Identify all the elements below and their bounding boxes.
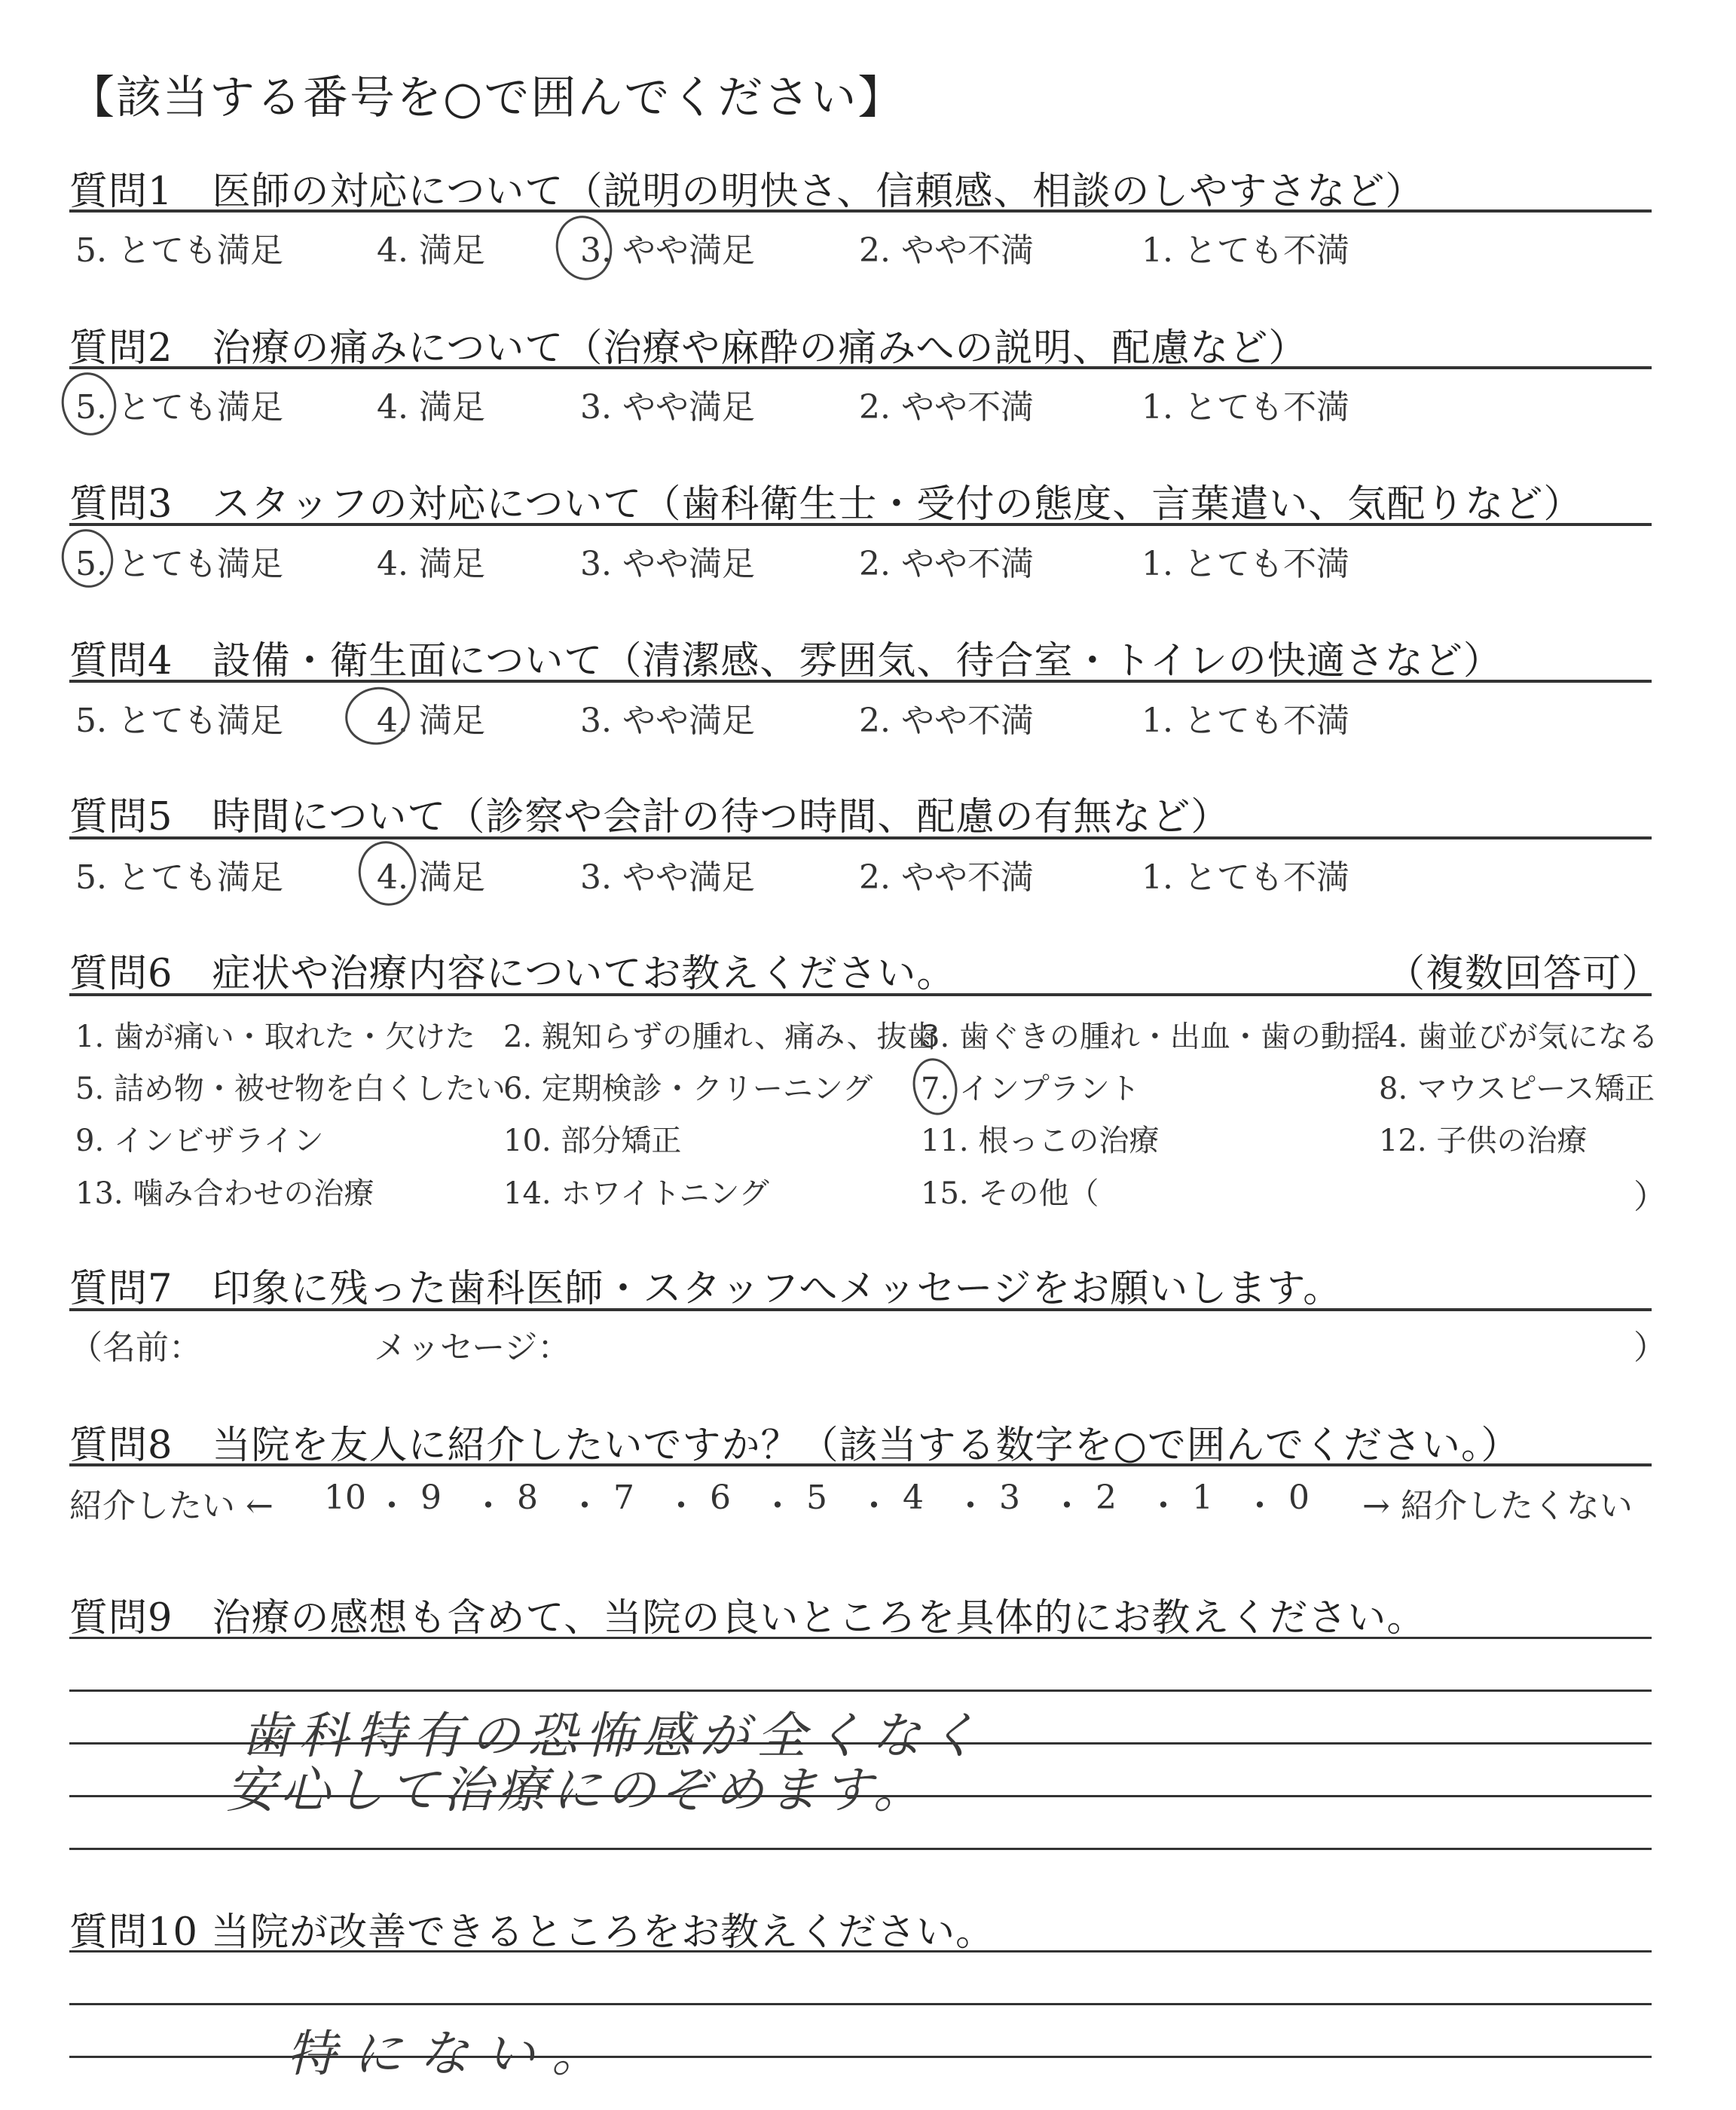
q6-item-2[interactable]: 2. 親知らずの腫れ、痛み、抜歯 (503, 1020, 937, 1054)
question-3-title: 質問3 スタッフの対応について（歯科衛生士・受付の態度、言葉遣い、気配りなど） (69, 482, 1583, 527)
q2-selection-circle (56, 367, 122, 440)
q6-item-14[interactable]: 14. ホワイトニング (503, 1176, 769, 1211)
q6-item-15[interactable]: 15. その他（ (921, 1176, 1099, 1211)
q5-option-2[interactable]: 2. やや不満 (859, 858, 1034, 897)
q1-selection-circle (550, 210, 618, 286)
q5-option-4[interactable]: 4. 満足 (377, 858, 485, 897)
q6-item-6[interactable]: 6. 定期検診・クリーニング (503, 1072, 873, 1106)
question-7-rule (69, 1308, 1652, 1311)
q4-option-3[interactable]: 3. やや満足 (580, 702, 755, 740)
q10-handwritten-answer: 特にない。 (286, 2025, 618, 2083)
form-instruction: 【該当する番号を○で囲んでください】 (69, 72, 905, 124)
q2-option-3[interactable]: 3. やや満足 (580, 388, 755, 427)
q2-option-5[interactable]: 5. とても満足 (75, 388, 283, 427)
question-4-title: 質問4 設備・衛生面について（清潔感、雰囲気、待合室・トイレの快適さなど） (69, 639, 1502, 683)
q8-scale-value-6[interactable]: 6 (710, 1479, 731, 1517)
question-2-rule (69, 366, 1652, 369)
q3-option-3[interactable]: 3. やや満足 (580, 545, 755, 583)
q3-option-1[interactable]: 1. とても不満 (1142, 545, 1349, 583)
q6-item-10[interactable]: 10. 部分矯正 (503, 1124, 682, 1158)
question-8-title: 質問8 当院を友人に紹介したいですか？（該当する数字を○で囲んでください。） (69, 1423, 1521, 1468)
q6-item-11[interactable]: 11. 根っこの治療 (921, 1124, 1160, 1158)
q9-answer-line-1 (69, 1637, 1652, 1639)
q5-option-1[interactable]: 1. とても不満 (1142, 858, 1349, 897)
q8-scale-separator: ・ (375, 1487, 408, 1525)
q7-name-label: （名前： (69, 1329, 202, 1367)
q8-scale-separator: ・ (1147, 1487, 1180, 1525)
q6-item-7[interactable]: 7. インプラント (921, 1072, 1140, 1106)
question-6-title: 質問6 症状や治療内容についてお教えください。 (69, 952, 956, 996)
q8-scale-value-8[interactable]: 8 (517, 1479, 538, 1517)
q8-scale-left-label: 紹介したい ← (69, 1487, 274, 1525)
q6-item-3[interactable]: 3. 歯ぐきの腫れ・出血・歯の動揺 (921, 1020, 1381, 1054)
q6-item-13[interactable]: 13. 噛み合わせの治療 (75, 1176, 374, 1211)
q8-scale-right-label: → 紹介したくない (1362, 1487, 1633, 1525)
q8-scale-separator: ・ (1050, 1487, 1083, 1525)
q9-answer-line-5 (69, 1848, 1652, 1850)
q8-scale-separator: ・ (665, 1487, 698, 1525)
q8-scale-separator: ・ (761, 1487, 794, 1525)
q9-answer-line-2 (69, 1690, 1652, 1692)
q10-answer-line-1 (69, 1950, 1652, 1953)
q9-handwritten-answer-2: 安心して治療にのぞめます。 (226, 1761, 928, 1819)
q6-item-5[interactable]: 5. 詰め物・被せ物を白くしたい (75, 1072, 506, 1106)
q6-item-1[interactable]: 1. 歯が痛い・取れた・欠けた (75, 1020, 475, 1054)
q8-scale-separator: ・ (568, 1487, 601, 1525)
q6-item-4[interactable]: 4. 歯並びが気になる (1379, 1020, 1658, 1054)
q5-selection-circle (353, 836, 422, 911)
question-5-rule (69, 836, 1652, 839)
question-3-rule (69, 523, 1652, 526)
q2-option-4[interactable]: 4. 満足 (377, 388, 485, 427)
q6-selection-circle (908, 1054, 963, 1119)
question-8-rule (69, 1463, 1652, 1466)
question-7-title: 質問7 印象に残った歯科医師・スタッフへメッセージをお願いします。 (69, 1267, 1343, 1311)
q2-option-1[interactable]: 1. とても不満 (1142, 388, 1349, 427)
q6-item-9[interactable]: 9. インビザライン (75, 1124, 324, 1158)
question-9-title: 質問9 治療の感想も含めて、当院の良いところを具体的にお教えください。 (69, 1596, 1426, 1641)
q8-scale-separator: ・ (857, 1487, 891, 1525)
q8-scale-value-9[interactable]: 9 (420, 1479, 442, 1517)
question-4-rule (69, 680, 1652, 683)
q3-option-5[interactable]: 5. とても満足 (75, 545, 283, 583)
q4-option-4[interactable]: 4. 満足 (377, 702, 485, 740)
q8-scale-value-2[interactable]: 2 (1096, 1479, 1117, 1517)
question-6-rule (69, 993, 1652, 996)
q2-option-2[interactable]: 2. やや不満 (859, 388, 1034, 427)
q10-answer-line-2 (69, 2003, 1652, 2005)
q4-option-1[interactable]: 1. とても不満 (1142, 702, 1349, 740)
question-1-rule (69, 209, 1652, 213)
q3-option-2[interactable]: 2. やや不満 (859, 545, 1034, 583)
q5-option-3[interactable]: 3. やや満足 (580, 858, 755, 897)
q8-rating-scale (324, 1479, 1349, 1524)
question-1-title: 質問1 医師の対応について（説明の明快さ、信頼感、相談のしやすさなど） (69, 170, 1425, 214)
question-6-note: （複数回答可） (1386, 952, 1661, 996)
q4-option-5[interactable]: 5. とても満足 (75, 702, 283, 740)
q4-option-2[interactable]: 2. やや不満 (859, 702, 1034, 740)
q1-option-5[interactable]: 5. とても満足 (75, 231, 283, 270)
q3-option-4[interactable]: 4. 満足 (377, 545, 485, 583)
q1-option-2[interactable]: 2. やや不満 (859, 231, 1034, 270)
q8-scale-value-0[interactable]: 0 (1288, 1479, 1310, 1517)
q6-item-8[interactable]: 8. マウスピース矯正 (1379, 1072, 1655, 1106)
question-5-title: 質問5 時間について（診察や会計の待つ時間、配慮の有無など） (69, 795, 1230, 839)
q8-scale-separator: ・ (1243, 1487, 1276, 1525)
q5-option-5[interactable]: 5. とても満足 (75, 858, 283, 897)
q1-option-3[interactable]: 3. やや満足 (580, 231, 755, 270)
q8-scale-value-7[interactable]: 7 (613, 1479, 634, 1517)
q7-close-paren: ） (1634, 1329, 1667, 1367)
q8-scale-value-3[interactable]: 3 (999, 1479, 1020, 1517)
q8-scale-separator: ・ (472, 1487, 505, 1525)
question-2-title: 質問2 治療の痛みについて（治療や麻酔の痛みへの説明、配慮など） (69, 326, 1308, 371)
q8-scale-value-1[interactable]: 1 (1192, 1479, 1213, 1517)
q8-scale-value-10[interactable]: 10 (324, 1479, 366, 1517)
q1-option-4[interactable]: 4. 満足 (377, 231, 485, 270)
q8-scale-value-5[interactable]: 5 (806, 1479, 827, 1517)
q8-scale-separator: ・ (954, 1487, 987, 1525)
q8-scale-value-4[interactable]: 4 (903, 1479, 924, 1517)
q7-message-label: メッセージ： (374, 1329, 571, 1367)
q6-other-close-paren: ） (1634, 1178, 1667, 1216)
q6-item-12[interactable]: 12. 子供の治療 (1379, 1124, 1588, 1158)
question-10-title: 質問10 当院が改善できるところをお教えください。 (69, 1910, 995, 1955)
q9-handwritten-answer-1: 歯科特有の恐怖感が全くなく (241, 1707, 986, 1765)
q1-option-1[interactable]: 1. とても不満 (1142, 231, 1349, 270)
